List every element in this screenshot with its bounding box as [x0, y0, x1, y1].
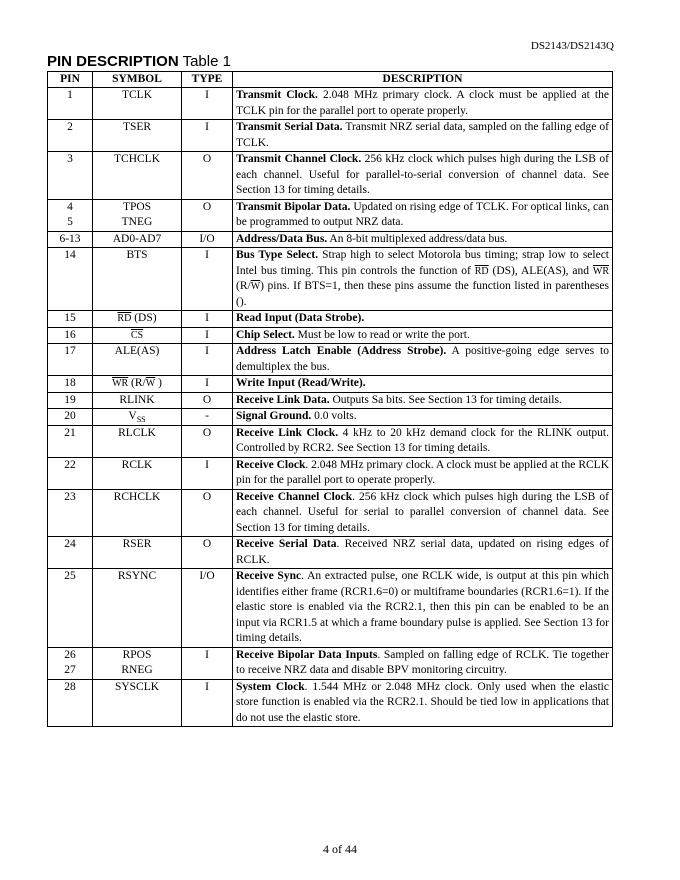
- type-cell: O: [182, 152, 233, 200]
- w-overline-text: $\overline{W}$: [250, 281, 261, 292]
- description-text: Must be low to read or write the port.: [294, 328, 470, 341]
- pin-value-2: 27: [64, 664, 76, 676]
- pin-cell: 3: [48, 152, 93, 200]
- description-text: . 256 kHz clock which pulses high during the LSB of each channel. Useful for serial to parallel conversion of channel data. See Section 13 for timing details.: [236, 490, 609, 534]
- description-bold: Receive Link Clock.: [236, 426, 339, 439]
- table-row: [48, 425, 613, 457]
- description-text: . An extracted pulse, one RCLK wide, is output at this pin which identifies either frame (RCR1.6=0) or multiframe boundaries (RCR1.6=1). If the elastic store is enabled via the RCR2.1, then this pin can be enabled to be an input via RCR1.5 at which a frame boundary pulse is applied. See Section 13 for timing details.: [236, 570, 609, 644]
- type-cell: -: [182, 409, 233, 426]
- description-bold: Write Input (Read/Write).: [236, 377, 366, 389]
- type-cell: I: [182, 248, 233, 311]
- symbol-end: ): [155, 377, 162, 389]
- symbol-cell: RSYNC: [93, 569, 182, 648]
- table-row: [48, 88, 613, 120]
- type-cell: I: [182, 376, 233, 393]
- pin-description-table: [47, 71, 613, 727]
- description-bold: Transmit Serial Data.: [236, 121, 343, 133]
- description-cell: [233, 647, 613, 679]
- pin-cell: 21: [48, 425, 93, 457]
- symbol-value: RPOS: [122, 648, 152, 661]
- col-header-description: DESCRIPTION: [233, 72, 613, 88]
- table-row: [48, 248, 613, 311]
- symbol-cell: ALE(AS): [93, 344, 182, 376]
- description-cell: [233, 327, 613, 344]
- symbol-cell: TSER: [93, 120, 182, 152]
- description-text: An 8-bit multiplexed address/data bus.: [327, 232, 508, 245]
- description-text: A positive-going edge serves to demultiplex the bus.: [236, 345, 609, 373]
- type-cell: I: [182, 120, 233, 152]
- description-bold: Transmit Clock.: [236, 89, 318, 101]
- description-cell: [233, 199, 613, 231]
- description-text: 0.0 volts.: [311, 410, 357, 422]
- symbol-overline: $\overline{WR}$: [112, 378, 129, 389]
- table-title-bold: PIN DESCRIPTION: [47, 53, 179, 70]
- description-cell: [233, 489, 613, 537]
- symbol-mid: (R/: [128, 377, 146, 389]
- description-bold: Receive Clock: [236, 458, 306, 471]
- type-cell: I/O: [182, 569, 233, 648]
- description-bold: Signal Ground.: [236, 410, 312, 422]
- pin-cell: 1: [48, 88, 93, 120]
- document-id: DS2143/DS2143Q: [530, 40, 614, 52]
- type-cell: O: [182, 425, 233, 457]
- symbol-overline-2: $\overline{W}$: [145, 378, 156, 389]
- type-cell: I: [182, 457, 233, 489]
- pin-cell: 2: [48, 120, 93, 152]
- pin-cell: [48, 647, 93, 679]
- description-bold: Transmit Channel Clock.: [236, 153, 362, 165]
- table-row: [48, 392, 613, 409]
- description-cell: [233, 152, 613, 200]
- description-cell: [233, 88, 613, 120]
- symbol-value-2: TNEG: [121, 216, 153, 228]
- pin-value: 4: [67, 200, 73, 213]
- symbol-cell: RLCLK: [93, 425, 182, 457]
- type-cell: O: [182, 489, 233, 537]
- table-row: [48, 231, 613, 248]
- table-row: [48, 199, 613, 231]
- table-row: [48, 311, 613, 328]
- description-text: . Sampled on falling edge of RCLK. Tie together to receive NRZ data and disable BPV monitoring circuitry.: [236, 648, 609, 676]
- symbol-rest: (DS): [131, 312, 157, 324]
- type-cell: O: [182, 537, 233, 569]
- type-cell: O: [182, 392, 233, 409]
- description-cell: [233, 425, 613, 457]
- symbol-value: TPOS: [122, 200, 152, 213]
- type-cell: I: [182, 647, 233, 679]
- table-row: [48, 327, 613, 344]
- symbol-overline: $\overline{CS}$: [130, 329, 144, 341]
- table-row: [48, 457, 613, 489]
- description-cell: [233, 569, 613, 648]
- description-bold: Receive Bipolar Data Inputs: [236, 648, 378, 661]
- symbol-overline: $\overline{RD}$: [117, 313, 132, 324]
- pin-cell: 18: [48, 376, 93, 393]
- description-cell: [233, 248, 613, 311]
- description-bold: Transmit Bipolar Data.: [236, 200, 351, 213]
- description-text-4: ) pins. If BTS=1, then these pins assume the function listed in parentheses ().: [236, 280, 609, 308]
- symbol-cell: TCLK: [93, 88, 182, 120]
- symbol-base: V: [128, 410, 137, 422]
- type-cell: I: [182, 311, 233, 328]
- pin-cell: 22: [48, 457, 93, 489]
- description-bold: Address Latch Enable (Address Strobe).: [236, 345, 447, 357]
- table-title-rest: Table 1: [178, 53, 231, 70]
- description-text: Transmit NRZ serial data, sampled on the falling edge of TCLK.: [236, 121, 609, 149]
- symbol-cell: RSER: [93, 537, 182, 569]
- description-text: Strap high to select Motorola bus timing; strap low to select Intel bus timing. This pin controls the function of: [236, 249, 609, 277]
- wr-overline-text: $\overline{WR}$: [592, 265, 610, 277]
- description-text: Outputs Sa bits. See Section 13 for timing details.: [329, 393, 562, 406]
- pin-cell: 28: [48, 679, 93, 727]
- symbol-cell: [93, 647, 182, 679]
- table-row: [48, 647, 613, 679]
- table-title: [47, 53, 231, 70]
- symbol-cell: [93, 327, 182, 344]
- symbol-cell: RCHCLK: [93, 489, 182, 537]
- pin-value-2: 5: [67, 216, 73, 228]
- symbol-cell: TCHCLK: [93, 152, 182, 200]
- symbol-cell: [93, 199, 182, 231]
- description-cell: [233, 311, 613, 328]
- description-text-3: (R/: [236, 280, 251, 292]
- description-bold: Chip Select.: [236, 328, 295, 341]
- description-bold: Receive Sync: [236, 570, 302, 582]
- symbol-cell: RLINK: [93, 392, 182, 409]
- pin-cell: 14: [48, 248, 93, 311]
- pin-cell: 23: [48, 489, 93, 537]
- description-cell: [233, 231, 613, 248]
- description-text: 256 kHz clock which pulses high during the LSB of each channel. Useful for parallel-to-serial conversion of channel data. See Section 13 for timing details.: [236, 153, 609, 196]
- table-row: [48, 376, 613, 393]
- type-cell: I: [182, 679, 233, 727]
- table-header-row: [48, 72, 613, 88]
- symbol-subscript: SS: [136, 415, 146, 424]
- type-cell: O: [182, 199, 233, 231]
- pin-cell: 25: [48, 569, 93, 648]
- col-header-pin: PIN: [48, 72, 93, 88]
- symbol-cell: AD0-AD7: [93, 231, 182, 248]
- description-text: . 2.048 MHz primary clock. A clock must be applied at the RCLK pin for the parallel port to operate properly.: [236, 458, 609, 486]
- description-text-2: (DS), ALE(AS), and: [488, 264, 593, 277]
- pin-cell: 17: [48, 344, 93, 376]
- table-row: [48, 152, 613, 200]
- pin-cell: 24: [48, 537, 93, 569]
- symbol-value-2: RNEG: [121, 664, 153, 676]
- table-row: [48, 537, 613, 569]
- description-text: 4 kHz to 20 kHz demand clock for the RLINK output. Controlled by RCR2. See Section 13 for timing details.: [236, 426, 609, 454]
- table-row: [48, 120, 613, 152]
- description-cell: [233, 537, 613, 569]
- symbol-cell: RCLK: [93, 457, 182, 489]
- description-bold: Bus Type Select.: [236, 249, 319, 261]
- table-row: [48, 679, 613, 727]
- description-text: . Received NRZ serial data, updated on rising edges of RCLK.: [236, 538, 610, 566]
- description-bold: System Clock: [236, 680, 305, 693]
- table-row: [48, 344, 613, 376]
- symbol-cell: [93, 409, 182, 426]
- table-row: [48, 409, 613, 426]
- type-cell: I: [182, 88, 233, 120]
- rd-overline-text: $\overline{RD}$: [474, 265, 489, 277]
- pin-cell: 16: [48, 327, 93, 344]
- page-number: 4 of 44: [323, 842, 357, 856]
- symbol-cell: SYSCLK: [93, 679, 182, 727]
- table-row: [48, 569, 613, 648]
- description-cell: [233, 392, 613, 409]
- description-text: Updated on rising edge of TCLK. For optical links, can be programmed to output NRZ data.: [236, 200, 609, 228]
- type-cell: I/O: [182, 231, 233, 248]
- pin-cell: 19: [48, 392, 93, 409]
- description-cell: [233, 344, 613, 376]
- description-bold: Address/Data Bus.: [236, 232, 328, 245]
- symbol-cell: [93, 376, 182, 393]
- pin-cell: 6-13: [48, 231, 93, 248]
- pin-cell: [48, 199, 93, 231]
- type-cell: I: [182, 327, 233, 344]
- type-cell: I: [182, 344, 233, 376]
- description-bold: Read Input (Data Strobe).: [236, 312, 365, 324]
- pin-cell: 20: [48, 409, 93, 426]
- description-cell: [233, 376, 613, 393]
- description-text: . 1.544 MHz or 2.048 MHz clock. Only used when the elastic store function is enabled via the RCR2.1. Should be tied low in applications that do not use the elastic store.: [236, 680, 609, 724]
- symbol-cell: [93, 311, 182, 328]
- description-cell: [233, 679, 613, 727]
- col-header-type: TYPE: [182, 72, 233, 88]
- symbol-cell: BTS: [93, 248, 182, 311]
- col-header-symbol: SYMBOL: [93, 72, 182, 88]
- description-bold: Receive Channel Clock: [236, 490, 353, 503]
- pin-value: 26: [64, 648, 76, 661]
- pin-cell: 15: [48, 311, 93, 328]
- description-bold: Receive Link Data.: [236, 393, 330, 406]
- description-bold: Receive Serial Data: [236, 538, 337, 550]
- table-row: [48, 489, 613, 537]
- description-cell: [233, 120, 613, 152]
- description-text: 2.048 MHz primary clock. A clock must be applied at the TCLK pin for the parallel port to operate properly.: [236, 89, 609, 117]
- description-cell: [233, 409, 613, 426]
- description-cell: [233, 457, 613, 489]
